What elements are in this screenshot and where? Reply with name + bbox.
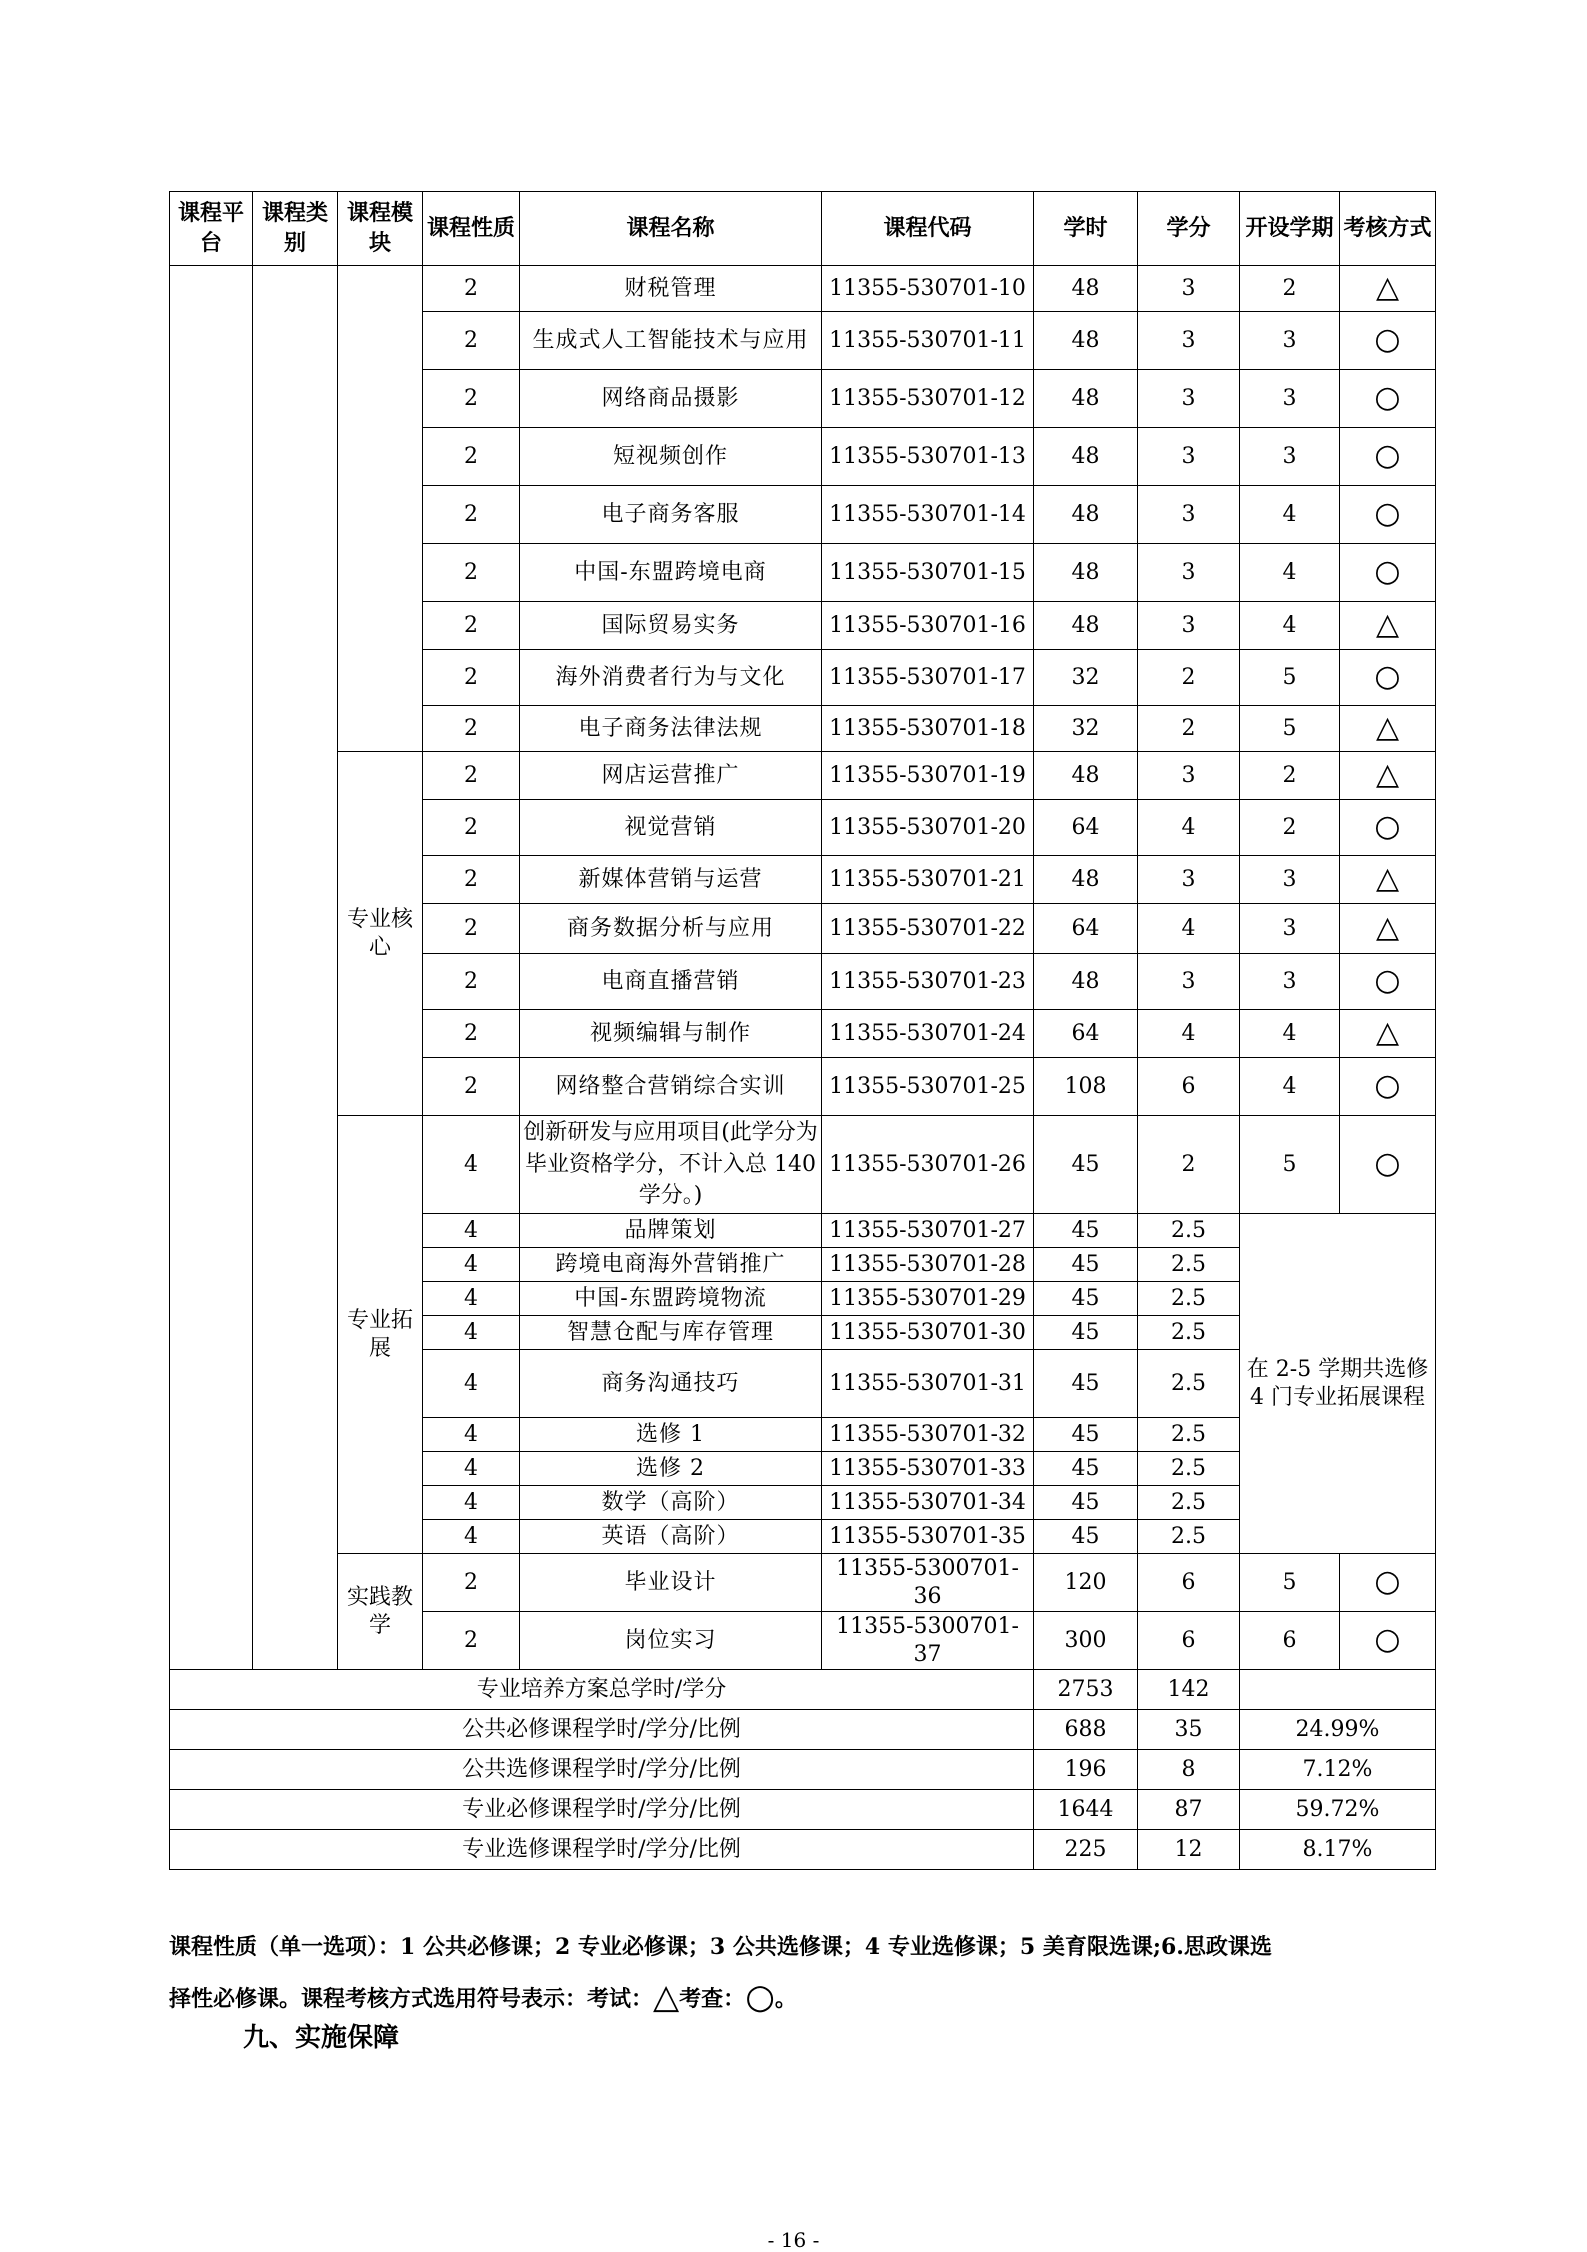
course-code: 11355-530701-14	[822, 486, 1034, 544]
nature-cell: 2	[423, 312, 520, 370]
term-cell: 6	[1240, 1612, 1340, 1670]
summary-row	[170, 1710, 1436, 1750]
credits-cell: 6	[1138, 1612, 1240, 1670]
hours-cell: 45	[1034, 1214, 1138, 1248]
course-code: 11355-530701-13	[822, 428, 1034, 486]
nature-cell: 2	[423, 650, 520, 706]
term-cell: 2	[1240, 800, 1340, 856]
summary-hours: 1644	[1034, 1790, 1138, 1830]
credits-cell: 2.5	[1138, 1316, 1240, 1350]
course-name: 网店运营推广	[520, 752, 822, 800]
triangle-icon: △	[1375, 756, 1400, 792]
credits-cell: 2.5	[1138, 1214, 1240, 1248]
credits-cell: 2.5	[1138, 1520, 1240, 1554]
course-code: 11355-530701-32	[822, 1418, 1034, 1452]
assessment-cell	[1340, 370, 1436, 428]
course-code: 11355-530701-10	[822, 266, 1034, 312]
header-hours: 学时	[1034, 192, 1138, 266]
term-cell: 5	[1240, 650, 1340, 706]
summary-credits: 87	[1138, 1790, 1240, 1830]
nature-cell: 2	[423, 706, 520, 752]
credits-cell: 2	[1138, 1116, 1240, 1214]
course-name: 选修 2	[520, 1452, 822, 1486]
header-term: 开设学期	[1240, 192, 1340, 266]
nature-cell: 2	[423, 1612, 520, 1670]
summary-hours: 688	[1034, 1710, 1138, 1750]
term-cell: 2	[1240, 752, 1340, 800]
summary-label: 专业选修课程学时/学分/比例	[170, 1830, 1034, 1870]
course-name: 岗位实习	[520, 1612, 822, 1670]
term-cell: 4	[1240, 1058, 1340, 1116]
nature-cell: 4	[423, 1452, 520, 1486]
triangle-icon: △	[1375, 269, 1400, 305]
hours-cell: 45	[1034, 1316, 1138, 1350]
module-core: 专业核心	[338, 752, 423, 1116]
module-practice: 实践教学	[338, 1554, 423, 1670]
course-code: 11355-5300701-36	[822, 1554, 1034, 1612]
summary-credits: 8	[1138, 1750, 1240, 1790]
table-row	[170, 266, 1436, 312]
nature-cell: 2	[423, 370, 520, 428]
assessment-cell	[1340, 312, 1436, 370]
hours-cell: 48	[1034, 266, 1138, 312]
course-name: 商务数据分析与应用	[520, 904, 822, 954]
assessment-cell	[1340, 486, 1436, 544]
course-code: 11355-530701-25	[822, 1058, 1034, 1116]
nature-cell: 2	[423, 752, 520, 800]
course-name: 商务沟通技巧	[520, 1350, 822, 1418]
assessment-cell	[1340, 1612, 1436, 1670]
hours-cell: 108	[1034, 1058, 1138, 1116]
term-cell: 3	[1240, 904, 1340, 954]
summary-ratio: 8.17%	[1240, 1830, 1436, 1870]
hours-cell: 48	[1034, 602, 1138, 650]
nature-cell: 2	[423, 856, 520, 904]
hours-cell: 45	[1034, 1486, 1138, 1520]
triangle-icon: △	[653, 1977, 680, 2017]
course-name: 毕业设计	[520, 1554, 822, 1612]
nature-cell: 4	[423, 1248, 520, 1282]
credits-cell: 6	[1138, 1554, 1240, 1612]
nature-cell: 4	[423, 1418, 520, 1452]
header-code: 课程代码	[822, 192, 1034, 266]
summary-credits: 35	[1138, 1710, 1240, 1750]
circle-icon: ○	[745, 1977, 775, 2017]
circle-icon: ○	[1374, 1621, 1401, 1657]
module-ext: 专业拓展	[338, 1116, 423, 1554]
course-name: 选修 1	[520, 1418, 822, 1452]
course-name: 电商直播营销	[520, 954, 822, 1010]
credits-cell: 2.5	[1138, 1282, 1240, 1316]
course-code: 11355-530701-22	[822, 904, 1034, 954]
header-assessment: 考核方式	[1340, 192, 1436, 266]
table-row	[170, 1554, 1436, 1612]
summary-row	[170, 1830, 1436, 1870]
credits-cell: 3	[1138, 312, 1240, 370]
course-code: 11355-530701-27	[822, 1214, 1034, 1248]
hours-cell: 48	[1034, 856, 1138, 904]
course-code: 11355-530701-31	[822, 1350, 1034, 1418]
assessment-cell	[1340, 904, 1436, 954]
credits-cell: 2.5	[1138, 1452, 1240, 1486]
ext-note: 在 2-5 学期共选修 4 门专业拓展课程	[1240, 1214, 1436, 1554]
credits-cell: 3	[1138, 544, 1240, 602]
credits-cell: 3	[1138, 370, 1240, 428]
assessment-cell	[1340, 428, 1436, 486]
credits-cell: 2.5	[1138, 1418, 1240, 1452]
summary-ratio: 24.99%	[1240, 1710, 1436, 1750]
summary-hours: 196	[1034, 1750, 1138, 1790]
course-name: 国际贸易实务	[520, 602, 822, 650]
category-cell	[253, 266, 338, 1670]
triangle-icon: △	[1375, 606, 1400, 642]
assessment-cell	[1340, 1058, 1436, 1116]
triangle-icon: △	[1375, 1014, 1400, 1050]
course-code: 11355-530701-15	[822, 544, 1034, 602]
course-code: 11355-530701-35	[822, 1520, 1034, 1554]
course-name: 新媒体营销与运营	[520, 856, 822, 904]
course-code: 11355-530701-21	[822, 856, 1034, 904]
credits-cell: 3	[1138, 856, 1240, 904]
section-title: 九、实施保障	[243, 2023, 400, 2053]
hours-cell: 45	[1034, 1116, 1138, 1214]
summary-label: 公共必修课程学时/学分/比例	[170, 1710, 1034, 1750]
term-cell: 3	[1240, 312, 1340, 370]
summary-label: 公共选修课程学时/学分/比例	[170, 1750, 1034, 1790]
header-credits: 学分	[1138, 192, 1240, 266]
assessment-cell	[1340, 856, 1436, 904]
credits-cell: 4	[1138, 904, 1240, 954]
summary-row	[170, 1750, 1436, 1790]
term-cell: 5	[1240, 1116, 1340, 1214]
nature-cell: 2	[423, 954, 520, 1010]
nature-cell: 2	[423, 486, 520, 544]
nature-cell: 4	[423, 1350, 520, 1418]
triangle-icon: △	[1375, 909, 1400, 945]
nature-cell: 2	[423, 602, 520, 650]
course-code: 11355-530701-30	[822, 1316, 1034, 1350]
course-name: 视觉营销	[520, 800, 822, 856]
summary-hours: 2753	[1034, 1670, 1138, 1710]
credits-cell: 2	[1138, 706, 1240, 752]
hours-cell: 48	[1034, 954, 1138, 1010]
hours-cell: 300	[1034, 1612, 1138, 1670]
assessment-cell	[1340, 1116, 1436, 1214]
term-cell: 5	[1240, 706, 1340, 752]
credits-cell: 3	[1138, 752, 1240, 800]
term-cell: 4	[1240, 602, 1340, 650]
credits-cell: 3	[1138, 266, 1240, 312]
legend-line-2: 择性必修课。课程考核方式选用符号表示：考试：△考查：○。	[169, 1977, 797, 2017]
circle-icon: ○	[1374, 321, 1401, 357]
course-code: 11355-530701-34	[822, 1486, 1034, 1520]
header-name: 课程名称	[520, 192, 822, 266]
credits-cell: 4	[1138, 800, 1240, 856]
hours-cell: 48	[1034, 312, 1138, 370]
course-name: 财税管理	[520, 266, 822, 312]
credits-cell: 2	[1138, 650, 1240, 706]
term-cell: 5	[1240, 1554, 1340, 1612]
summary-label: 专业培养方案总学时/学分	[170, 1670, 1034, 1710]
summary-hours: 225	[1034, 1830, 1138, 1870]
course-name: 数学（高阶）	[520, 1486, 822, 1520]
course-code: 11355-530701-11	[822, 312, 1034, 370]
course-name: 中国-东盟跨境电商	[520, 544, 822, 602]
summary-label: 专业必修课程学时/学分/比例	[170, 1790, 1034, 1830]
circle-icon: ○	[1374, 1563, 1401, 1599]
table-row	[170, 1116, 1436, 1214]
summary-ratio	[1240, 1670, 1436, 1710]
hours-cell: 64	[1034, 800, 1138, 856]
course-name: 智慧仓配与库存管理	[520, 1316, 822, 1350]
nature-cell: 2	[423, 428, 520, 486]
course-name: 海外消费者行为与文化	[520, 650, 822, 706]
nature-cell: 2	[423, 1058, 520, 1116]
hours-cell: 48	[1034, 428, 1138, 486]
legend-line-1: 课程性质（单一选项）：1 公共必修课；2 专业必修课；3 公共选修课；4 专业选修课；5 美育限选课;6.思政课选	[169, 1934, 1272, 1960]
header-nature: 课程性质	[423, 192, 520, 266]
course-code: 11355-530701-20	[822, 800, 1034, 856]
summary-row	[170, 1790, 1436, 1830]
hours-cell: 64	[1034, 904, 1138, 954]
credits-cell: 3	[1138, 428, 1240, 486]
course-name: 品牌策划	[520, 1214, 822, 1248]
assessment-cell	[1340, 650, 1436, 706]
nature-cell: 4	[423, 1520, 520, 1554]
term-cell: 3	[1240, 856, 1340, 904]
circle-icon: ○	[1374, 379, 1401, 415]
assessment-cell	[1340, 706, 1436, 752]
assessment-cell	[1340, 1010, 1436, 1058]
hours-cell: 48	[1034, 370, 1138, 428]
circle-icon: ○	[1374, 658, 1401, 694]
course-name: 视频编辑与制作	[520, 1010, 822, 1058]
circle-icon: ○	[1374, 1067, 1401, 1103]
course-code: 11355-530701-33	[822, 1452, 1034, 1486]
term-cell: 4	[1240, 1010, 1340, 1058]
summary-credits: 12	[1138, 1830, 1240, 1870]
circle-icon: ○	[1374, 495, 1401, 531]
hours-cell: 120	[1034, 1554, 1138, 1612]
nature-cell: 4	[423, 1214, 520, 1248]
assessment-cell	[1340, 752, 1436, 800]
summary-row	[170, 1670, 1436, 1710]
course-code: 11355-530701-28	[822, 1248, 1034, 1282]
hours-cell: 45	[1034, 1452, 1138, 1486]
credits-cell: 2.5	[1138, 1486, 1240, 1520]
course-code: 11355-5300701-37	[822, 1612, 1034, 1670]
page-number: - 16 -	[767, 2228, 820, 2252]
platform-cell	[170, 266, 253, 1670]
triangle-icon: △	[1375, 709, 1400, 745]
term-cell: 2	[1240, 266, 1340, 312]
hours-cell: 45	[1034, 1418, 1138, 1452]
course-code: 11355-530701-16	[822, 602, 1034, 650]
hours-cell: 48	[1034, 752, 1138, 800]
course-code: 11355-530701-12	[822, 370, 1034, 428]
hours-cell: 32	[1034, 650, 1138, 706]
course-name: 创新研发与应用项目(此学分为毕业资格学分，不计入总 140 学分。)	[520, 1116, 822, 1214]
course-code: 11355-530701-18	[822, 706, 1034, 752]
assessment-cell	[1340, 266, 1436, 312]
term-cell: 3	[1240, 428, 1340, 486]
course-code: 11355-530701-26	[822, 1116, 1034, 1214]
header-row	[170, 192, 1436, 266]
nature-cell: 2	[423, 800, 520, 856]
nature-cell: 4	[423, 1116, 520, 1214]
course-code: 11355-530701-19	[822, 752, 1034, 800]
term-cell: 3	[1240, 370, 1340, 428]
triangle-icon: △	[1375, 860, 1400, 896]
course-name: 短视频创作	[520, 428, 822, 486]
circle-icon: ○	[1374, 437, 1401, 473]
hours-cell: 64	[1034, 1010, 1138, 1058]
course-name: 电子商务客服	[520, 486, 822, 544]
course-name: 英语（高阶）	[520, 1520, 822, 1554]
header-platform: 课程平台	[170, 192, 253, 266]
module-cell	[338, 266, 423, 752]
hours-cell: 32	[1034, 706, 1138, 752]
summary-ratio: 7.12%	[1240, 1750, 1436, 1790]
term-cell: 4	[1240, 544, 1340, 602]
credits-cell: 3	[1138, 486, 1240, 544]
course-name: 生成式人工智能技术与应用	[520, 312, 822, 370]
nature-cell: 4	[423, 1282, 520, 1316]
header-module: 课程模块	[338, 192, 423, 266]
hours-cell: 45	[1034, 1350, 1138, 1418]
course-code: 11355-530701-29	[822, 1282, 1034, 1316]
nature-cell: 2	[423, 1554, 520, 1612]
assessment-cell	[1340, 954, 1436, 1010]
credits-cell: 4	[1138, 1010, 1240, 1058]
nature-cell: 2	[423, 904, 520, 954]
nature-cell: 2	[423, 1010, 520, 1058]
course-code: 11355-530701-24	[822, 1010, 1034, 1058]
term-cell: 3	[1240, 954, 1340, 1010]
assessment-cell	[1340, 602, 1436, 650]
course-name: 跨境电商海外营销推广	[520, 1248, 822, 1282]
credits-cell: 3	[1138, 954, 1240, 1010]
nature-cell: 4	[423, 1316, 520, 1350]
credits-cell: 2.5	[1138, 1248, 1240, 1282]
circle-icon: ○	[1374, 553, 1401, 589]
hours-cell: 48	[1034, 544, 1138, 602]
credits-cell: 6	[1138, 1058, 1240, 1116]
circle-icon: ○	[1374, 808, 1401, 844]
summary-ratio: 59.72%	[1240, 1790, 1436, 1830]
summary-credits: 142	[1138, 1670, 1240, 1710]
circle-icon: ○	[1374, 1145, 1401, 1181]
course-name: 网络整合营销综合实训	[520, 1058, 822, 1116]
curriculum-table	[169, 191, 1436, 1870]
credits-cell: 2.5	[1138, 1350, 1240, 1418]
circle-icon: ○	[1374, 962, 1401, 998]
assessment-cell	[1340, 1554, 1436, 1612]
assessment-cell	[1340, 800, 1436, 856]
credits-cell: 3	[1138, 602, 1240, 650]
nature-cell: 4	[423, 1486, 520, 1520]
hours-cell: 45	[1034, 1520, 1138, 1554]
hours-cell: 45	[1034, 1248, 1138, 1282]
course-code: 11355-530701-23	[822, 954, 1034, 1010]
hours-cell: 45	[1034, 1282, 1138, 1316]
nature-cell: 2	[423, 544, 520, 602]
course-code: 11355-530701-17	[822, 650, 1034, 706]
course-name: 中国-东盟跨境物流	[520, 1282, 822, 1316]
course-name: 电子商务法律法规	[520, 706, 822, 752]
term-cell: 4	[1240, 486, 1340, 544]
course-name: 网络商品摄影	[520, 370, 822, 428]
nature-cell: 2	[423, 266, 520, 312]
header-category: 课程类别	[253, 192, 338, 266]
assessment-cell	[1340, 544, 1436, 602]
legend	[169, 1922, 1435, 2024]
hours-cell: 48	[1034, 486, 1138, 544]
table-row	[170, 752, 1436, 800]
